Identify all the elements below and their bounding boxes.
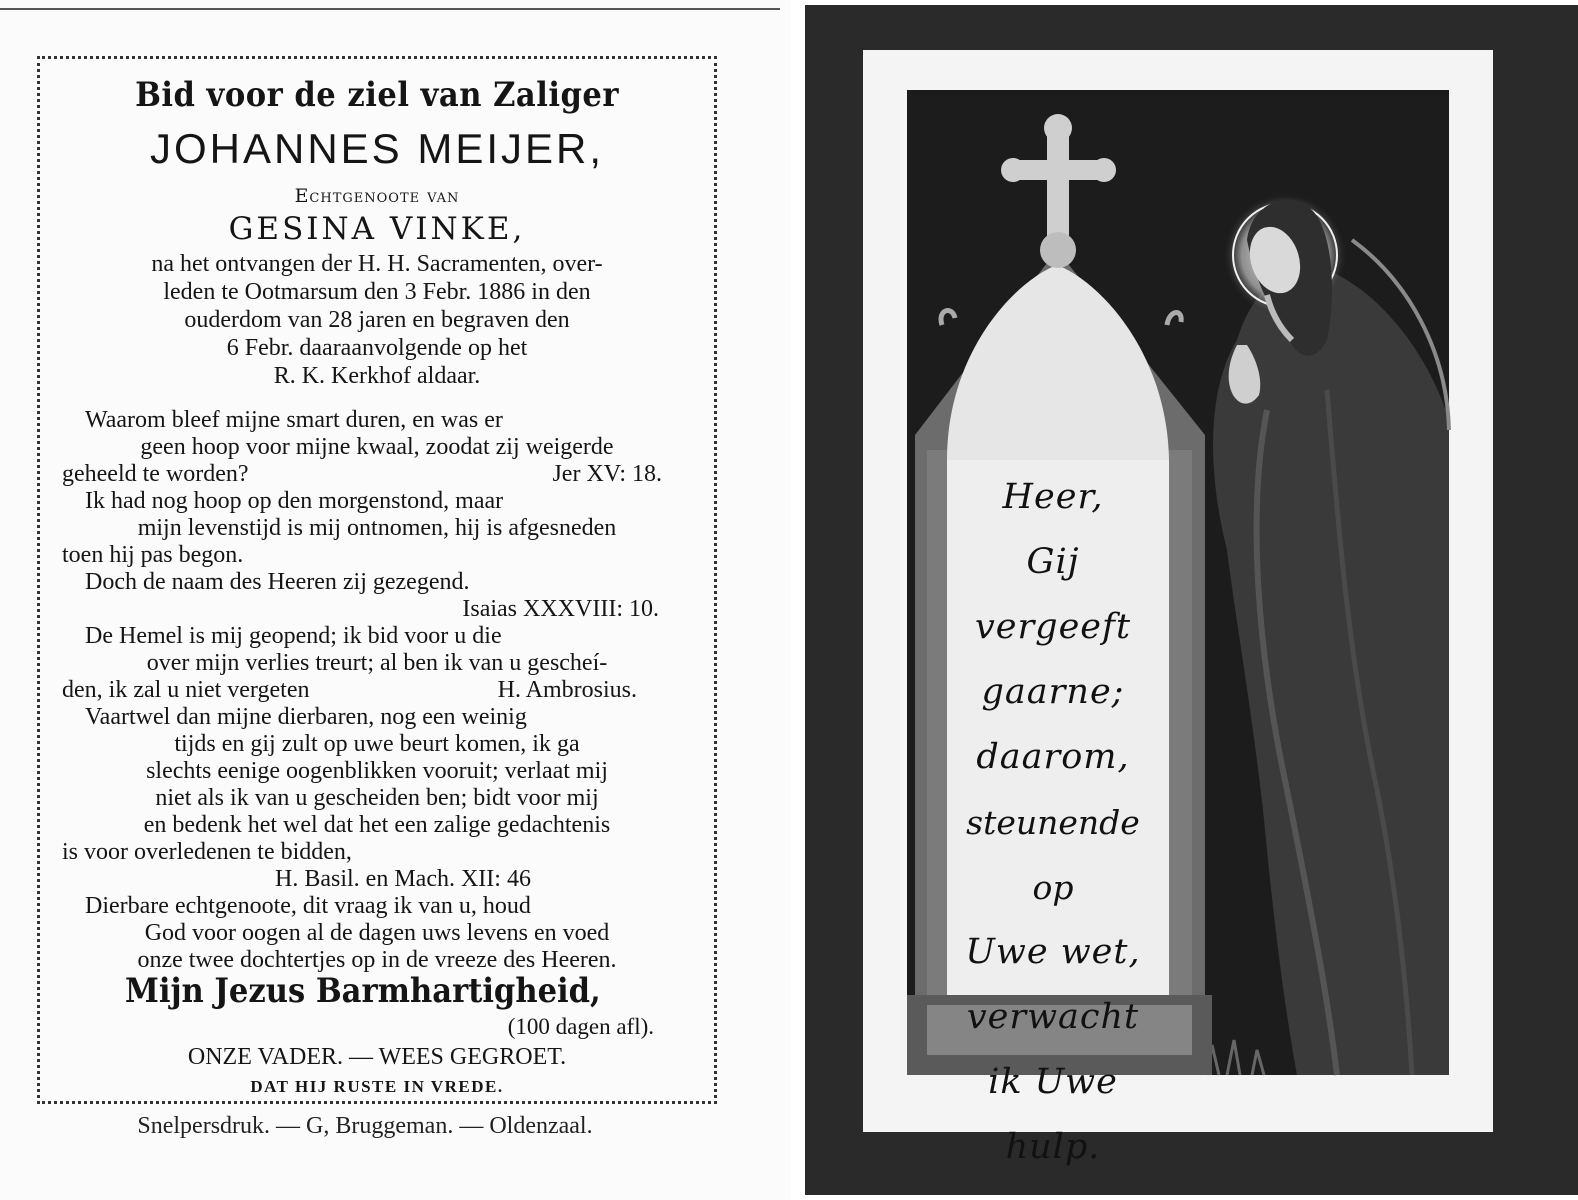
verse-line: ik Uwe <box>988 1062 1118 1102</box>
verse-line: hulp. <box>1005 1127 1101 1167</box>
indulgence-note: (100 dagen afl). <box>507 1014 654 1039</box>
announcement-line: R. K. Kerkhof aldaar. <box>273 363 481 389</box>
verse-text <box>950 465 1156 1180</box>
text-line: God voor oogen al de dagen uws levens en voed <box>144 920 610 946</box>
deceased-name: JOHANNES MEIJER, <box>149 125 605 172</box>
verse-line: verwacht <box>966 997 1140 1037</box>
text-line: over mijn verlies treurt; al ben ik van u gescheí- <box>146 650 608 676</box>
citation: Jer XV: 18. <box>552 461 662 487</box>
card-dotted-frame <box>37 56 717 1104</box>
card-text <box>40 59 714 1101</box>
text-line: Doch de naam des Heeren zij gezegend. <box>85 569 470 595</box>
text-line: Ik had nog hoop op den morgenstond, maar <box>85 488 504 514</box>
text-line: Dierbare echtgenoote, dit vraag ik van u, houd <box>85 893 531 919</box>
citation: H. Ambrosius. <box>497 677 637 703</box>
announcement-line: leden te Ootmarsum den 3 Febr. 1886 in den <box>163 279 591 305</box>
text-line: mijn levenstijd is mij ontnomen, hij is afgesneden <box>137 515 617 541</box>
text-line: niet als ik van u gescheiden ben; bidt voor mij <box>155 785 599 811</box>
citation: Isaias XXXVIII: 10. <box>462 596 659 622</box>
illustration-panel <box>907 90 1449 1167</box>
verse-line: gaarne; <box>981 672 1125 712</box>
text-line: den, ik zal u niet vergeten <box>62 677 310 703</box>
devotion-line: Mijn Jezus Barmhartigheid, <box>125 971 601 1011</box>
text-line: toen hij pas begon. <box>62 542 244 568</box>
text-line: geen hoop voor mijne kwaal, zoodat zij weigerde <box>140 434 614 460</box>
memorial-card-image-page <box>805 5 1578 1195</box>
text-line: is voor overledenen te bidden, <box>62 839 352 865</box>
citation: H. Basil. en Mach. XII: 46 <box>275 866 531 892</box>
prayers-line: ONZE VADER. — WEES GEGROET. <box>187 1044 567 1070</box>
text-line-with-citation <box>40 461 714 488</box>
text-line: tijds en gij zult op uwe beurt komen, ik ga <box>174 731 580 757</box>
verse-line: Heer, <box>1002 477 1104 517</box>
text-line: geheeld te worden? <box>62 461 249 487</box>
spouse-label: Echtgenoote van <box>294 185 460 207</box>
verse-tablet <box>950 445 1156 1167</box>
verse-line: daarom, <box>976 737 1130 777</box>
text-line: onze twee dochtertjes op in de vreeze des Heeren. <box>137 947 617 973</box>
card-heading: Bid voor de ziel van Zaliger <box>135 75 619 115</box>
text-line: slechts eenige oogenblikken vooruit; verlaat mij <box>146 758 608 784</box>
text-line-with-citation <box>40 677 714 704</box>
verse-line: Uwe wet, <box>965 932 1141 972</box>
text-line: De Hemel is mij geopend; ik bid voor u die <box>85 623 502 649</box>
printer-imprint: Snelpersdruk. — G, Bruggeman. — Oldenzaal. <box>137 1113 593 1139</box>
rest-in-peace-line: DAT HIJ RUSTE IN VREDE. <box>250 1077 504 1096</box>
announcement-line: ouderdom van 28 jaren en begraven den <box>184 307 570 333</box>
text-line: Vaartwel dan mijne dierbaren, nog een weinig <box>85 704 527 730</box>
spouse-name: GESINA VINKE, <box>228 211 526 247</box>
top-rule <box>0 8 780 10</box>
announcement-line: na het ontvangen der H. H. Sacramenten, over- <box>151 251 603 277</box>
text-line: en bedenk het wel dat het een zalige gedachtenis <box>143 812 611 838</box>
verse-line: Gij vergeeft <box>974 542 1132 647</box>
verse-line: steunende op <box>966 803 1140 907</box>
announcement-line: 6 Febr. daaraanvolgende op het <box>226 335 528 361</box>
text-line: Waarom bleef mijne smart duren, en was er <box>85 407 503 433</box>
